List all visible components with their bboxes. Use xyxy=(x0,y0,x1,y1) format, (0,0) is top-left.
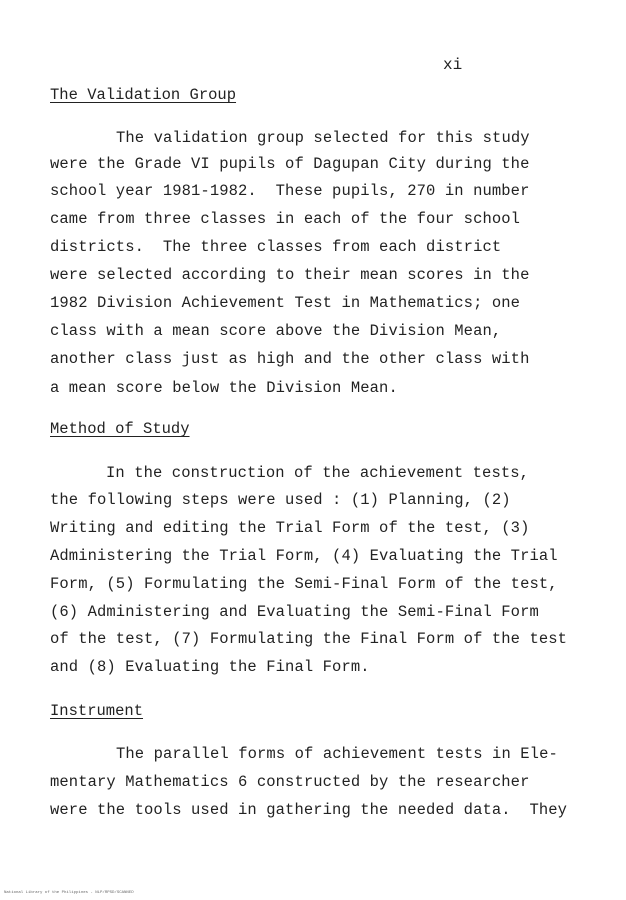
paragraph-line: and (8) Evaluating the Final Form. xyxy=(50,658,370,676)
paragraph-line: school year 1981-1982. These pupils, 270 in number xyxy=(50,182,530,200)
paragraph-line: districts. The three classes from each district xyxy=(50,238,502,256)
paragraph-line: were the tools used in gathering the needed data. They xyxy=(50,801,568,819)
paragraph-line: 1982 Division Achievement Test in Mathematics; one xyxy=(50,294,521,312)
paragraph-line: (6) Administering and Evaluating the Semi-Final Form xyxy=(50,603,539,621)
paragraph-line: The validation group selected for this study xyxy=(116,129,530,147)
paragraph-line: came from three classes in each of the four school xyxy=(50,210,521,228)
paragraph-line: a mean score below the Division Mean. xyxy=(50,379,398,397)
paragraph-line: mentary Mathematics 6 constructed by the researcher xyxy=(50,773,530,791)
section-heading-method-of-study: Method of Study xyxy=(50,420,190,438)
page-number: xi xyxy=(443,56,463,74)
paragraph-line: The parallel forms of achievement tests in Ele- xyxy=(116,745,558,763)
scan-footer-mark: National Library of the Philippines - NLP/RPSD/SCANNED xyxy=(4,891,134,895)
paragraph-line: class with a mean score above the Division Mean, xyxy=(50,322,502,340)
paragraph-line: Administering the Trial Form, (4) Evaluating the Trial xyxy=(50,547,558,565)
paragraph-line: another class just as high and the other class with xyxy=(50,350,530,368)
paragraph-line: Form, (5) Formulating the Semi-Final Form of the test, xyxy=(50,575,558,593)
paragraph-line: Writing and editing the Trial Form of the test, (3) xyxy=(50,519,530,537)
section-heading-instrument: Instrument xyxy=(50,702,144,720)
section-heading-validation-group: The Validation Group xyxy=(50,86,237,104)
paragraph-line: of the test, (7) Formulating the Final Form of the test xyxy=(50,630,568,648)
paragraph-line: were the Grade VI pupils of Dagupan City during the xyxy=(50,155,530,173)
paragraph-line: were selected according to their mean scores in the xyxy=(50,266,530,284)
paragraph-line: the following steps were used : (1) Planning, (2) xyxy=(50,491,511,509)
paragraph-line: In the construction of the achievement tests, xyxy=(106,464,530,482)
